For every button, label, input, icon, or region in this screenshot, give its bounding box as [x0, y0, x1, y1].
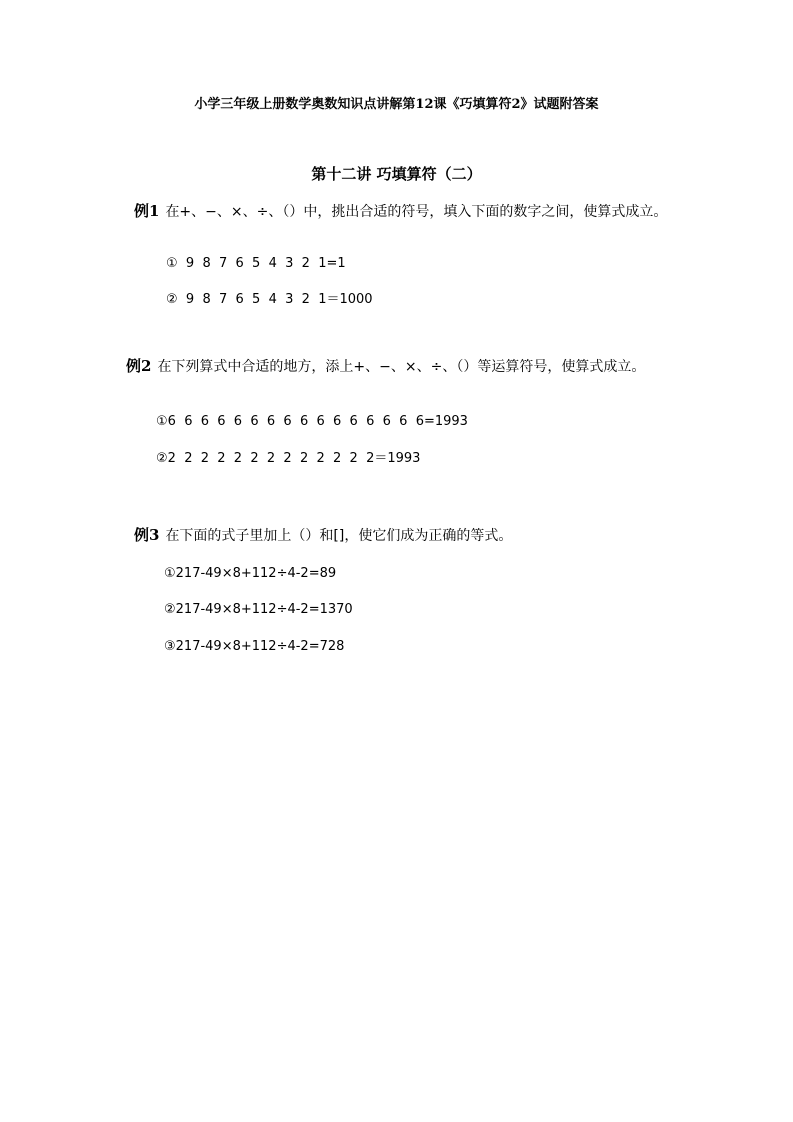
- example-2-label: 例2: [126, 357, 152, 375]
- example-1-item-1: ① 9 8 7 6 5 4 3 2 1=1: [166, 256, 346, 271]
- example-1-text: 在+、−、×、÷、（）中，挑出合适的符号，填入下面的数字之间，使算式成立。: [165, 204, 668, 220]
- document-title: 小学三年级上册数学奥数知识点讲解第12课《巧填算符2》试题附答案: [194, 97, 599, 112]
- example-1: [134, 201, 674, 223]
- example-2-item-2: ②2 2 2 2 2 2 2 2 2 2 2 2 2＝1993: [156, 451, 421, 466]
- example-2: [126, 356, 682, 378]
- example-1-item-2: ② 9 8 7 6 5 4 3 2 1＝1000: [166, 292, 373, 307]
- lesson-title: 第十二讲 巧填算符（二）: [311, 165, 482, 183]
- example-3-item-1: ①217-49×8+112÷4-2=89: [164, 566, 337, 581]
- example-1-label: 例1: [134, 202, 160, 220]
- example-3-item-2: ②217-49×8+112÷4-2=1370: [164, 602, 353, 617]
- example-2-item-1: ①6 6 6 6 6 6 6 6 6 6 6 6 6 6 6 6=1993: [156, 414, 468, 429]
- example-3-item-3: ③217-49×8+112÷4-2=728: [164, 639, 345, 654]
- example-2-text: 在下列算式中合适的地方，添上+、−、×、÷、（）等运算符号，使算式成立。: [157, 359, 646, 375]
- example-3-label: 例3: [134, 526, 160, 544]
- example-3: [134, 525, 674, 547]
- example-3-text: 在下面的式子里加上（）和[]，使它们成为正确的等式。: [165, 528, 513, 544]
